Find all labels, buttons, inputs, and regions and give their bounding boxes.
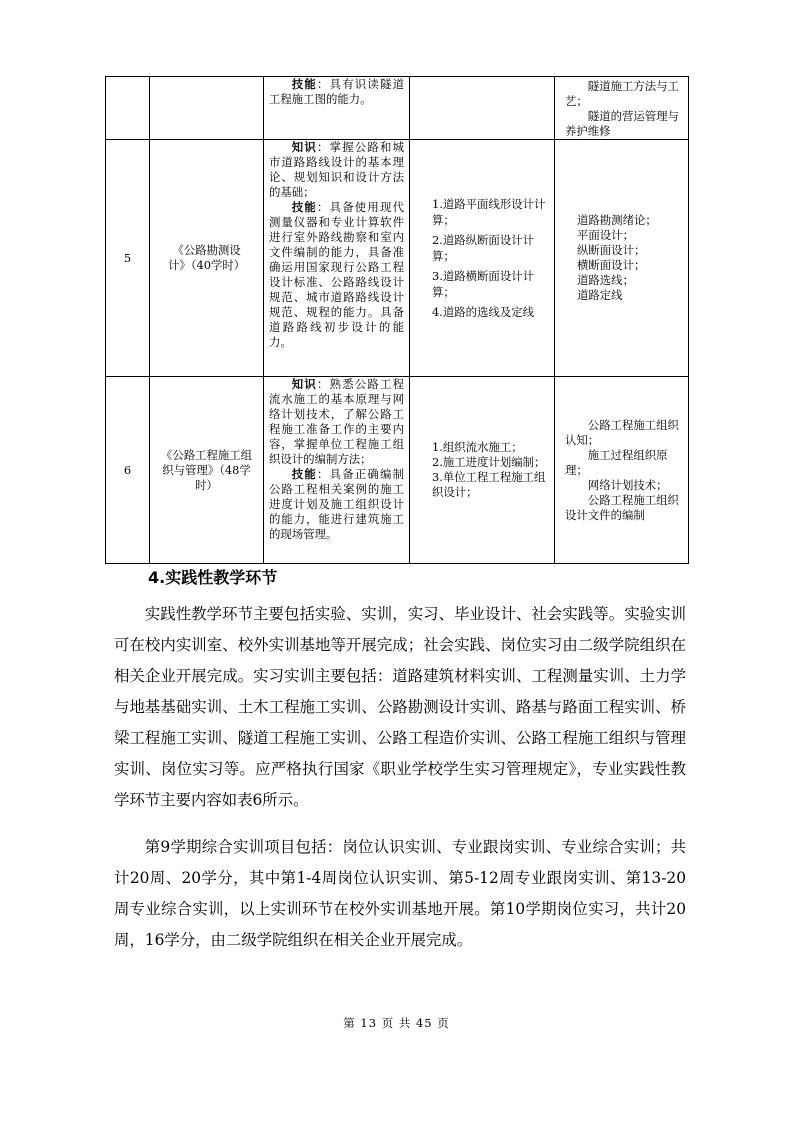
course-name: 《公路工程施工组织与管理》（48学时） (150, 377, 264, 564)
requirement-label: 技能 (291, 467, 317, 481)
requirement-label: 知识 (291, 377, 317, 391)
module-item: 2.施工进度计划编制； (432, 455, 546, 469)
requirement-label: 知识 (291, 140, 317, 154)
requirements-cell (264, 377, 410, 564)
content-item: 施工过程组织原理； (565, 447, 668, 477)
requirement-text: ：熟悉公路工程流水施工的基本原理与网络计划技术，了解公路工程施工准备工作的主要内容，掌握单位工程施工组织设计的编制方法； (269, 377, 404, 466)
content-item: 隧道的营运管理与养护维修 (565, 109, 679, 138)
content-item: 横断面设计； (577, 258, 646, 272)
content-item: 公路工程施工组织设计文件的编制 (565, 492, 679, 522)
row-number: 6 (106, 377, 150, 564)
requirement-paragraph (269, 200, 404, 350)
modules-cell (410, 77, 555, 140)
content-cell (555, 140, 689, 377)
module-item: 3.道路横断面设计计算； (432, 269, 534, 299)
modules-cell (410, 377, 555, 564)
content-cell (555, 377, 689, 564)
content-item: 道路选线； (577, 273, 634, 287)
body-paragraph: 第9学期综合实训项目包括：岗位认识实训、专业跟岗实训、专业综合实训；共计20周、20学分，其中第1-4周岗位认识实训、第5-12周专业跟岗实训、第13-20周专业综合实训，以上实训环节在校外实训基地开展。第10学期岗位实习，共计20周，16学分，由二级学院组织在相关企业开展完成。 (114, 838, 686, 949)
requirement-text: ：具备正确编制公路工程相关案例的施工进度计划及施工组织设计的能力，能进行建筑施工的现场管理。 (269, 467, 404, 541)
module-item: 4.道路的选线及定线 (432, 305, 534, 319)
requirement-text: ：具有识读隧道工程施工图的能力。 (269, 77, 404, 106)
requirement-paragraph (269, 467, 404, 542)
row-number (106, 77, 150, 140)
content-item: 纵断面设计； (577, 243, 646, 257)
requirement-label: 技能 (291, 200, 317, 214)
course-table (105, 76, 689, 564)
module-item: 1.组织流水施工； (432, 440, 523, 454)
requirement-text: ：掌握公路和城市道路路线设计的基本理论、规划知识和设计方法的基础； (269, 140, 404, 199)
module-item: 3.单位工程工程施工组织设计； (432, 470, 546, 499)
requirement-paragraph (269, 140, 404, 200)
content-item: 平面设计； (577, 228, 634, 242)
module-item: 2.道路纵断面设计计算； (432, 233, 534, 263)
requirement-text: ：具备使用现代测量仪器和专业计算软件进行室外路线勘察和室内文件编制的能力，具备准确运用国家现行公路工程设计标准、公路路线设计规范、城市道路路线设计规范、规程的能力。具备道路路线初步设计的能力。 (269, 200, 404, 349)
requirement-paragraph (269, 77, 404, 107)
content-item: 公路工程施工组织认知； (565, 417, 679, 447)
page-number: 第 13 页 共 45 页 (343, 1016, 450, 1030)
modules-cell (410, 140, 555, 377)
content-item: 道路定线 (577, 288, 623, 302)
row-number: 5 (106, 140, 150, 377)
content-cell (555, 77, 689, 140)
table-row (106, 77, 689, 140)
course-name: 《公路勘测设计》（40学时） (150, 140, 264, 377)
requirements-cell (264, 77, 410, 140)
requirements-cell (264, 140, 410, 377)
body-paragraph: 实践性教学环节主要包括实验、实训，实习、毕业设计、社会实践等。实验实训可在校内实训室、校外实训基地等开展完成；社会实践、岗位实习由二级学院组织在相关企业开展完成。实习实训主要包括：道路建筑材料实训、工程测量实训、土力学与地基基础实训、土木工程施工实训、公路勘测设计实训、路基与路面工程实训、桥梁工程施工实训、隧道工程施工实训、公路工程造价实训、公路工程施工组织与管理实训、岗位实习等。应严格执行国家《职业学校学生实习管理规定》，专业实践性教学环节主要内容如表6所示。 (114, 605, 686, 809)
requirement-label: 技能 (291, 77, 317, 91)
section-heading: 4.实践性教学环节 (148, 568, 278, 587)
content-item: 道路勘测绪论； (577, 213, 657, 227)
table-row (106, 140, 689, 377)
table-row (106, 377, 689, 564)
content-item: 隧道施工方法与工艺； (565, 79, 679, 108)
requirement-paragraph (269, 377, 404, 467)
module-item: 1.道路平面线形设计计算； (432, 197, 546, 227)
course-name (150, 77, 264, 140)
content-item: 网络计划技术； (587, 477, 668, 492)
